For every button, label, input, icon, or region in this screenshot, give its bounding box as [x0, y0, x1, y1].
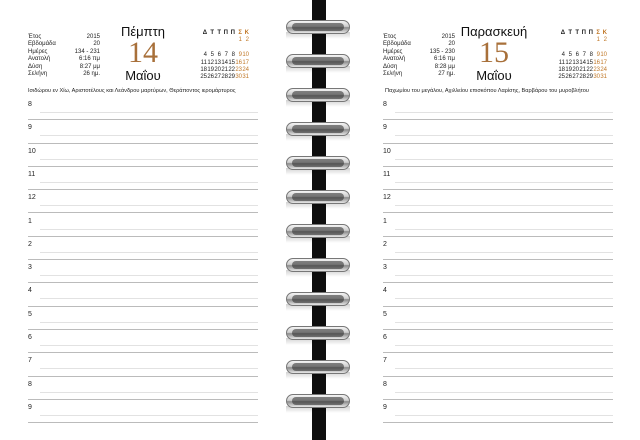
hour-slot[interactable] [383, 376, 613, 400]
calendar-day: 20 [572, 67, 579, 74]
calendar-day [558, 37, 565, 44]
calendar-day [235, 45, 242, 52]
calendar-day: 18 [558, 67, 565, 74]
calendar-day: 17 [600, 59, 607, 66]
calendar-day: 12 [565, 59, 572, 66]
calendar-day [228, 37, 235, 44]
calendar-header-row [558, 30, 607, 37]
calendar-week-row [558, 52, 607, 59]
calendar-day: 16 [235, 59, 242, 66]
calendar-day [207, 37, 214, 44]
spiral-ring [286, 190, 350, 204]
calendar-day: 21 [221, 67, 228, 74]
calendar-day: 31 [242, 74, 249, 81]
calendar-day: 22 [586, 67, 593, 74]
calendar-day: 6 [217, 52, 221, 59]
hour-slot[interactable] [28, 329, 258, 353]
calendar-day: 16 [593, 59, 600, 66]
half-hour-line [40, 252, 258, 253]
half-hour-line [40, 112, 258, 113]
left-page [0, 0, 282, 440]
hour-label: 1 [383, 217, 387, 225]
calendar-day: 2 [245, 37, 249, 44]
hour-label: 6 [28, 334, 32, 341]
calendar-day: 24 [600, 67, 607, 74]
calendar-day [242, 45, 249, 52]
calendar-day: 25 [200, 74, 207, 81]
calendar-day: 19 [207, 67, 214, 74]
ring-inner [292, 23, 344, 31]
hour-label: 2 [28, 240, 32, 248]
calendar-day: 14 [579, 59, 586, 66]
hour-slot[interactable] [28, 166, 258, 190]
hour-label: 12 [28, 194, 36, 202]
half-hour-line [395, 112, 613, 113]
spiral-ring [286, 394, 350, 408]
half-hour-line [40, 229, 258, 230]
calendar-week-row [558, 45, 607, 52]
calendar-day: 7 [224, 52, 228, 59]
calendar-day [200, 45, 207, 52]
hour-label: 8 [28, 101, 32, 108]
info-value: 20 [93, 41, 100, 48]
hour-label: 11 [383, 170, 391, 178]
spiral-ring [286, 258, 350, 272]
ring-inner [292, 91, 344, 99]
hour-label: 7 [28, 357, 32, 365]
hour-label: 9 [383, 403, 387, 411]
half-hour-line [395, 182, 613, 183]
calendar-day: 13 [572, 59, 579, 66]
hour-label: 1 [28, 217, 32, 225]
calendar-day: 27 [572, 74, 579, 81]
calendar-day [572, 45, 579, 52]
hour-slot[interactable] [383, 166, 613, 190]
calendar-weekday: Δ [202, 30, 207, 36]
calendar-day: 8 [231, 52, 235, 59]
half-hour-line [40, 275, 258, 276]
hour-slot[interactable] [383, 119, 613, 143]
calendar-weekday: Π [230, 30, 235, 36]
info-label: Δύση [383, 63, 398, 70]
calendar-day: 7 [582, 52, 586, 59]
day-number: 14 [128, 36, 158, 69]
calendar-day: 27 [214, 74, 221, 81]
half-hour-line [395, 135, 613, 136]
half-hour-line [40, 298, 258, 299]
calendar-day [214, 37, 221, 44]
calendar-day [200, 37, 207, 44]
spiral-ring [286, 292, 350, 306]
spiral-ring [286, 156, 350, 170]
calendar-weekday: Σ [238, 30, 242, 36]
hour-label: 5 [28, 310, 32, 318]
calendar-day: 23 [593, 67, 600, 74]
half-hour-line [40, 322, 258, 323]
hour-slot[interactable] [28, 189, 258, 213]
calendar-weekday: Π [223, 30, 228, 36]
calendar-day: 5 [210, 52, 214, 59]
hour-slot[interactable] [383, 306, 613, 330]
calendar-day: 4 [561, 52, 565, 59]
info-label: Έτος [28, 34, 42, 40]
hour-slot[interactable] [28, 399, 258, 423]
ring-inner [292, 363, 344, 371]
calendar-day [565, 45, 572, 52]
half-hour-line [395, 275, 613, 276]
half-hour-line [395, 252, 613, 253]
calendar-day [558, 45, 565, 52]
calendar-day: 26 [565, 74, 572, 81]
ring-inner [292, 397, 344, 405]
hour-label: 5 [383, 310, 387, 318]
mini-calendar [200, 30, 249, 82]
day-name: Πέμπτη [120, 24, 165, 39]
hour-slot[interactable] [383, 143, 613, 167]
calendar-day: 28 [221, 74, 228, 81]
half-hour-line [40, 135, 258, 136]
half-hour-line [40, 159, 258, 160]
half-hour-line [40, 345, 258, 346]
hour-label: 8 [28, 380, 32, 388]
info-value: 26 ημ. [83, 71, 100, 78]
info-label: Ημέρες [28, 48, 48, 55]
calendar-day: 14 [221, 59, 228, 66]
info-value: 8:27 μμ [79, 63, 100, 70]
right-page [355, 0, 640, 440]
info-label: Ημέρες [383, 48, 403, 55]
calendar-day: 18 [200, 67, 207, 74]
hour-slot[interactable] [383, 236, 613, 260]
hour-slot[interactable] [383, 189, 613, 213]
calendar-day: 1 [238, 37, 242, 44]
calendar-week-row [558, 37, 607, 44]
half-hour-line [40, 415, 258, 416]
calendar-day: 6 [575, 52, 579, 59]
calendar-day [579, 37, 586, 44]
info-label: Εβδομάδα [383, 41, 411, 48]
calendar-day: 11 [558, 59, 565, 66]
half-hour-line [395, 229, 613, 230]
calendar-week-row [558, 67, 607, 74]
calendar-day: 9 [238, 52, 242, 59]
calendar-weekday: Τ [217, 30, 221, 36]
calendar-day [579, 45, 586, 52]
spiral-binding [282, 0, 355, 440]
hour-slot[interactable] [28, 236, 258, 260]
hour-label: 8 [383, 101, 387, 108]
ring-inner [292, 57, 344, 65]
calendar-week-row [200, 67, 249, 74]
hour-slot[interactable] [28, 352, 258, 376]
calendar-day: 5 [568, 52, 572, 59]
hour-slot[interactable] [383, 329, 613, 353]
calendar-week-row [558, 60, 607, 67]
calendar-weekday: Τ [575, 30, 579, 36]
spiral-ring [286, 88, 350, 102]
left-info-block [28, 34, 100, 78]
calendar-day: 10 [242, 52, 249, 59]
half-hour-line [395, 298, 613, 299]
ring-inner [292, 329, 344, 337]
hour-label: 2 [383, 240, 387, 248]
info-value: 135 - 230 [429, 48, 455, 55]
calendar-day [593, 45, 600, 52]
half-hour-line [40, 182, 258, 183]
hour-slot[interactable] [28, 376, 258, 400]
info-label: Εβδομάδα [28, 41, 56, 48]
calendar-week-row [200, 37, 249, 44]
spiral-ring [286, 122, 350, 136]
spiral-ring [286, 360, 350, 374]
half-hour-line [40, 205, 258, 206]
info-label: Ανατολή [383, 56, 406, 63]
spiral-ring [286, 54, 350, 68]
calendar-day: 20 [214, 67, 221, 74]
calendar-day: 29 [586, 74, 593, 81]
calendar-day: 29 [228, 74, 235, 81]
info-label: Δύση [28, 63, 43, 70]
info-value: 8:28 μμ [434, 63, 455, 70]
hour-label: 9 [28, 124, 32, 132]
hour-label: 8 [383, 380, 387, 388]
hour-slot[interactable] [28, 119, 258, 143]
info-value: 2015 [441, 34, 455, 40]
calendar-week-row [200, 60, 249, 67]
hour-label: 4 [383, 287, 387, 295]
calendar-day: 8 [589, 52, 593, 59]
calendar-day: 15 [586, 59, 593, 66]
ring-inner [292, 159, 344, 167]
calendar-day [228, 45, 235, 52]
calendar-day: 24 [242, 67, 249, 74]
half-hour-line [40, 392, 258, 393]
calendar-day [586, 45, 593, 52]
calendar-day: 19 [565, 67, 572, 74]
hour-slot[interactable] [383, 96, 613, 120]
feast-line: Ισιδώρου εν Χίω, Αριστοτέλους και Λεάνδρου μαρτύρων, Θεράποντος ιερομάρτυρος [28, 88, 236, 94]
calendar-day: 31 [600, 74, 607, 81]
hour-slot[interactable] [28, 213, 258, 237]
info-value: 6:16 πμ [434, 56, 455, 63]
calendar-day [565, 37, 572, 44]
calendar-day [600, 45, 607, 52]
spiral-ring [286, 224, 350, 238]
calendar-day [221, 37, 228, 44]
calendar-day: 25 [558, 74, 565, 81]
hour-label: 10 [383, 147, 391, 155]
hour-label: 9 [28, 403, 32, 411]
info-value: 6:16 πμ [79, 56, 100, 63]
half-hour-line [395, 392, 613, 393]
calendar-day: 23 [235, 67, 242, 74]
calendar-weekday: Κ [244, 30, 249, 36]
calendar-weekday: Τ [210, 30, 214, 36]
calendar-day: 9 [596, 52, 600, 59]
hour-label: 3 [383, 264, 387, 272]
hour-slot[interactable] [383, 213, 613, 237]
calendar-day [586, 37, 593, 44]
calendar-day: 2 [603, 37, 607, 44]
hour-label: 6 [383, 334, 387, 341]
hour-label: 10 [28, 147, 36, 155]
hour-label: 3 [28, 264, 32, 272]
calendar-day: 13 [214, 59, 221, 66]
calendar-header-row [200, 30, 249, 37]
info-label: Σελήνη [28, 71, 48, 78]
hour-slot[interactable] [383, 352, 613, 376]
ring-inner [292, 295, 344, 303]
calendar-day: 22 [228, 67, 235, 74]
mini-calendar [558, 30, 607, 82]
half-hour-line [395, 368, 613, 369]
ring-inner [292, 227, 344, 235]
info-value: 134 - 231 [74, 48, 100, 55]
right-info-block [383, 34, 455, 78]
calendar-day: 30 [593, 74, 600, 81]
spiral-ring [286, 20, 350, 34]
ring-inner [292, 193, 344, 201]
month-name: Μαΐου [125, 68, 161, 83]
calendar-weekday: Τ [568, 30, 572, 36]
hour-label: 11 [28, 170, 36, 178]
info-value: 27 ημ. [438, 71, 455, 78]
calendar-week-row [200, 74, 249, 81]
hour-slot[interactable] [28, 96, 258, 120]
calendar-week-row [558, 74, 607, 81]
month-name: Μαΐου [476, 68, 512, 83]
info-label: Ανατολή [28, 56, 51, 63]
calendar-day: 4 [203, 52, 207, 59]
info-label: Έτος [383, 34, 397, 40]
hour-label: 12 [383, 194, 391, 202]
calendar-day: 26 [207, 74, 214, 81]
calendar-day [572, 37, 579, 44]
hour-slot[interactable] [28, 282, 258, 306]
calendar-weekday: Κ [602, 30, 607, 36]
calendar-day [214, 45, 221, 52]
calendar-weekday: Π [581, 30, 586, 36]
hour-slot[interactable] [383, 282, 613, 306]
hour-slot[interactable] [28, 143, 258, 167]
calendar-day: 30 [235, 74, 242, 81]
half-hour-line [395, 159, 613, 160]
info-value: 2015 [86, 34, 100, 40]
calendar-day: 12 [207, 59, 214, 66]
calendar-week-row [200, 45, 249, 52]
calendar-weekday: Δ [560, 30, 565, 36]
calendar-weekday: Σ [596, 30, 600, 36]
day-number: 15 [479, 36, 509, 69]
hour-slot[interactable] [28, 259, 258, 283]
hour-slot[interactable] [383, 259, 613, 283]
half-hour-line [395, 345, 613, 346]
calendar-day: 15 [228, 59, 235, 66]
hour-slot[interactable] [383, 399, 613, 423]
hour-label: 9 [383, 124, 387, 132]
calendar-day: 28 [579, 74, 586, 81]
day-name: Παρασκευή [460, 24, 528, 39]
info-value: 20 [448, 41, 455, 48]
feast-line: Παχωμίου του μεγάλου, Αχιλλείου επισκόπου Λαρίσης, Βαρβάρου του μυροβλήτου [385, 88, 589, 94]
half-hour-line [395, 322, 613, 323]
half-hour-line [40, 368, 258, 369]
half-hour-line [395, 415, 613, 416]
calendar-day [207, 45, 214, 52]
calendar-day: 21 [579, 67, 586, 74]
calendar-weekday: Π [588, 30, 593, 36]
hour-label: 7 [383, 357, 387, 365]
calendar-week-row [200, 52, 249, 59]
info-label: Σελήνη [383, 71, 403, 78]
calendar-day: 11 [200, 59, 207, 66]
calendar-day: 17 [242, 59, 249, 66]
ring-inner [292, 261, 344, 269]
hour-label: 4 [28, 287, 32, 295]
hour-slot[interactable] [28, 306, 258, 330]
half-hour-line [395, 205, 613, 206]
calendar-day: 10 [600, 52, 607, 59]
calendar-day: 1 [596, 37, 600, 44]
ring-inner [292, 125, 344, 133]
spiral-ring [286, 326, 350, 340]
calendar-day [221, 45, 228, 52]
